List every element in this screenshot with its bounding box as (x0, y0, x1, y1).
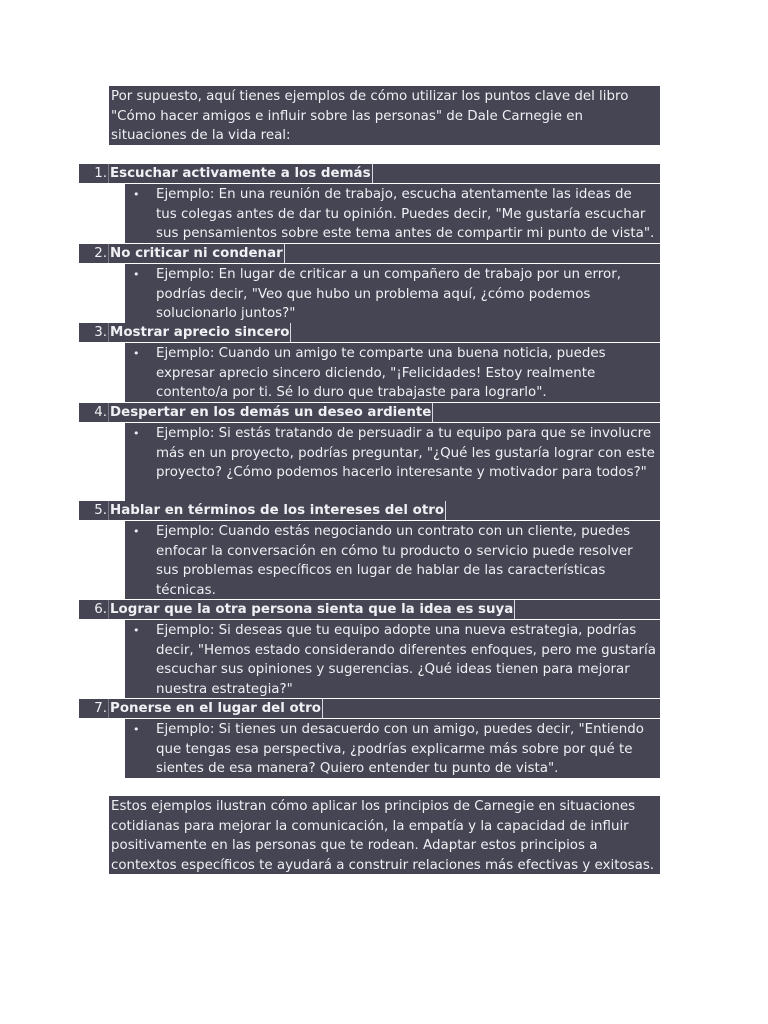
list-item-heading (79, 164, 660, 183)
list-item-heading (79, 323, 660, 342)
closing-paragraph: Estos ejemplos ilustran cómo aplicar los principios de Carnegie en situaciones cotidianas para mejorar la comunicación, la empatía y la capacidad de influir positivamente en las personas que te rodean. Adaptar estos principios a contextos específicos te ayudará a construir relaciones más efectivas y exitosas. (109, 796, 660, 874)
bullet-icon: • (133, 525, 140, 538)
list-item-heading (79, 403, 660, 422)
list-item-heading (79, 244, 660, 263)
bullet-icon: • (133, 268, 140, 281)
bullet-icon: • (133, 347, 140, 360)
list-item-title: Lograr que la otra persona sienta que la idea es suya (110, 602, 514, 617)
list-item-example (125, 423, 660, 501)
example-text: Ejemplo: Cuando un amigo te comparte una buena noticia, puedes expresar aprecio sincero diciendo, "¡Felicidades! Estoy realmente contento/a por ti. Sé lo duro que trabajaste para lograrlo". (156, 346, 606, 400)
divider (108, 699, 109, 718)
list-number: 2. (94, 246, 107, 261)
list-item-example (125, 719, 660, 778)
example-text: Ejemplo: En lugar de criticar a un compañero de trabajo por un error, podrías decir, "Veo que hubo un problema aquí, ¿cómo podemos solucionarlo juntos?" (156, 267, 621, 321)
example-text: Ejemplo: Si estás tratando de persuadir a tu equipo para que se involucre más en un proyecto, podrías preguntar, "¿Qué les gustaría lograr con este proyecto? ¿Cómo podemos hacerlo interesante y motivador para todos?" (156, 426, 655, 480)
list-number: 7. (94, 701, 107, 716)
list-number: 4. (94, 405, 107, 420)
example-text: Ejemplo: Cuando estás negociando un contrato con un cliente, puedes enfocar la conversación en cómo tu producto o servicio puede resolver sus problemas específicos en lugar de hablar de las características técnicas. (156, 524, 633, 598)
divider (108, 403, 109, 422)
bullet-icon: • (133, 723, 140, 736)
list-item-heading (79, 699, 660, 718)
list-item-heading (79, 501, 660, 520)
list-item-example (125, 264, 660, 323)
list-number: 5. (94, 503, 107, 518)
example-text: Ejemplo: En una reunión de trabajo, escucha atentamente las ideas de tus colegas antes de dar tu opinión. Puedes decir, "Me gustaría escuchar sus pensamientos sobre este tema antes de compartir mi punto de vista". (156, 187, 655, 241)
bullet-icon: • (133, 427, 140, 440)
list-item-title: Hablar en términos de los intereses del otro (110, 503, 445, 518)
list-item-example (125, 620, 660, 698)
bullet-icon: • (133, 188, 140, 201)
list-item-example (125, 343, 660, 402)
divider (108, 164, 109, 183)
divider (108, 244, 109, 263)
list-item-example (125, 184, 660, 243)
list-item-title: Despertar en los demás un deseo ardiente (110, 405, 432, 420)
list-number: 1. (94, 166, 107, 181)
bullet-icon: • (133, 624, 140, 637)
list-item-title: No criticar ni condenar (110, 246, 283, 261)
list-item-title: Escuchar activamente a los demás (110, 166, 371, 181)
divider (108, 323, 109, 342)
divider (108, 600, 109, 619)
list-number: 6. (94, 602, 107, 617)
list-item-heading (79, 600, 660, 619)
intro-paragraph: Por supuesto, aquí tienes ejemplos de cómo utilizar los puntos clave del libro "Cómo hacer amigos e influir sobre las personas" de Dale Carnegie en situaciones de la vida real: (109, 86, 660, 145)
list-number: 3. (94, 325, 107, 340)
example-text: Ejemplo: Si tienes un desacuerdo con un amigo, puedes decir, "Entiendo que tengas esa perspectiva, ¿podrías explicarme más sobre por qué te sientes de esa manera? Quiero entender tu punto de vista". (156, 722, 644, 776)
list-item-title: Mostrar aprecio sincero (110, 325, 290, 340)
divider (108, 501, 109, 520)
list-item-example (125, 521, 660, 599)
list-item-title: Ponerse en el lugar del otro (110, 701, 321, 716)
example-text: Ejemplo: Si deseas que tu equipo adopte una nueva estrategia, podrías decir, "Hemos estado considerando diferentes enfoques, pero me gustaría escuchar sus opiniones y sugerencias. ¿Qué ideas tienen para mejorar nuestra estrategia?" (156, 623, 656, 697)
